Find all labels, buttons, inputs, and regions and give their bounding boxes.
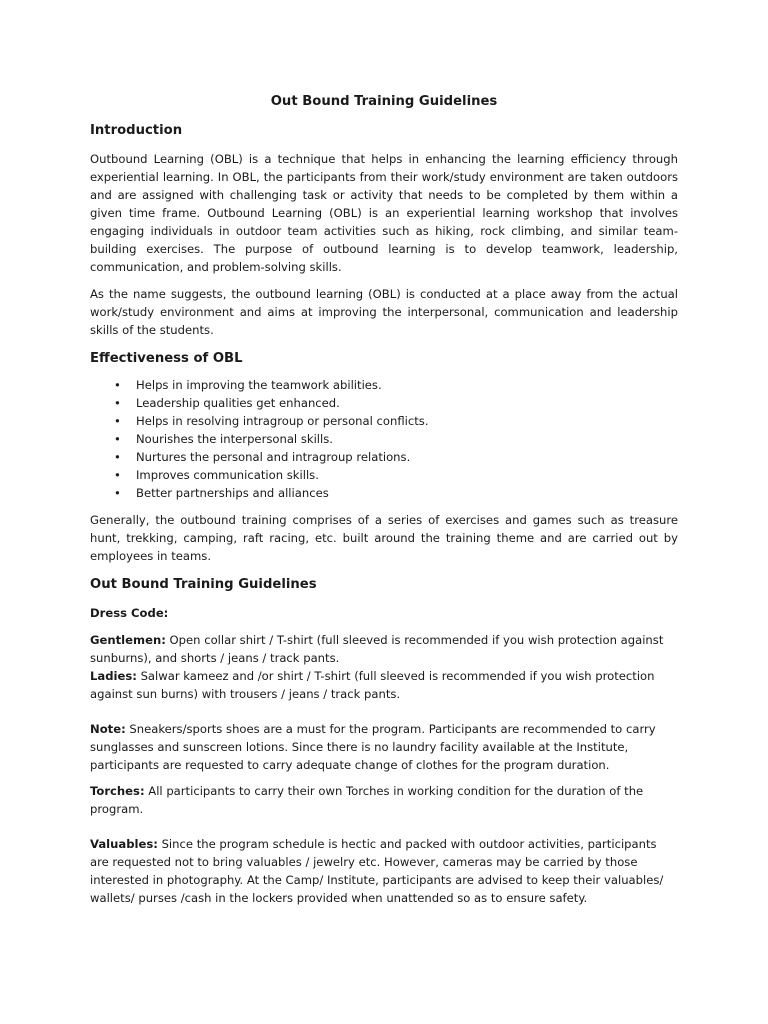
torches-paragraph bbox=[90, 782, 678, 818]
valuables-label: Valuables: bbox=[90, 837, 158, 851]
introduction-paragraph-2: As the name suggests, the outbound learning (OBL) is conducted at a place away from the actual work/study environment and aims at improving the interpersonal, communication and leadership skills of the students. bbox=[90, 287, 678, 337]
bullet-icon: • bbox=[114, 414, 121, 428]
list-item bbox=[90, 430, 678, 448]
torches-label: Torches: bbox=[90, 784, 145, 798]
valuables-paragraph bbox=[90, 835, 678, 907]
gentlemen-label: Gentlemen: bbox=[90, 633, 166, 647]
list-item bbox=[90, 394, 678, 412]
gentlemen-text: Open collar shirt / T-shirt (full sleeved is recommended if you wish protection against sunburns), and shorts / jeans / track pants. bbox=[90, 633, 664, 665]
bullet-icon: • bbox=[114, 450, 121, 464]
list-item-text: Better partnerships and alliances bbox=[136, 486, 329, 500]
list-item bbox=[90, 466, 678, 484]
list-item bbox=[90, 412, 678, 430]
list-item bbox=[90, 376, 678, 394]
effectiveness-heading: Effectiveness of OBL bbox=[90, 351, 243, 366]
introduction-heading: Introduction bbox=[90, 123, 183, 138]
ladies-paragraph bbox=[90, 667, 678, 703]
gentlemen-paragraph bbox=[90, 631, 678, 667]
bullet-icon: • bbox=[114, 378, 121, 392]
document-body bbox=[90, 92, 678, 907]
guidelines-heading: Out Bound Training Guidelines bbox=[90, 577, 317, 592]
ladies-label: Ladies: bbox=[90, 669, 137, 683]
bullet-icon: • bbox=[114, 396, 121, 410]
bullet-icon: • bbox=[114, 432, 121, 446]
list-item bbox=[90, 448, 678, 466]
note-label: Note: bbox=[90, 722, 126, 736]
ladies-text: Salwar kameez and /or shirt / T-shirt (full sleeved is recommended if you wish protection against sun burns) with trousers / jeans / track pants. bbox=[90, 669, 655, 701]
dress-code-label: Dress Code: bbox=[90, 606, 169, 620]
list-item-text: Helps in improving the teamwork abilities. bbox=[136, 378, 382, 392]
effectiveness-list bbox=[90, 376, 678, 502]
list-item-text: Nourishes the interpersonal skills. bbox=[136, 432, 333, 446]
list-item-text: Nurtures the personal and intragroup relations. bbox=[136, 450, 411, 464]
list-item-text: Improves communication skills. bbox=[136, 468, 319, 482]
bullet-icon: • bbox=[114, 468, 121, 482]
valuables-text: Since the program schedule is hectic and packed with outdoor activities, participants are requested not to bring valuables / jewelry etc. However, cameras may be carried by those interested in photography. At the Camp/ Institute, participants are advised to keep their valuables/ wallets/ purses /cash in the lockers provided when unattended so as to ensure safety. bbox=[90, 837, 664, 905]
list-item bbox=[90, 484, 678, 502]
note-paragraph bbox=[90, 720, 678, 774]
document-title: Out Bound Training Guidelines bbox=[270, 94, 498, 109]
list-item-text: Helps in resolving intragroup or personal conflicts. bbox=[136, 414, 429, 428]
torches-text: All participants to carry their own Torches in working condition for the duration of the program. bbox=[90, 784, 644, 816]
bullet-icon: • bbox=[114, 486, 121, 500]
effectiveness-paragraph: Generally, the outbound training comprises of a series of exercises and games such as treasure hunt, trekking, camping, raft racing, etc. built around the training theme and are carried out by employees in teams. bbox=[90, 513, 678, 563]
list-item-text: Leadership qualities get enhanced. bbox=[136, 396, 340, 410]
introduction-paragraph-1: Outbound Learning (OBL) is a technique that helps in enhancing the learning efficiency through experiential learning. In OBL, the participants from their work/study environment are taken outdoors and are assigned with challenging task or activity that needs to be completed by them within a given time frame. Outbound Learning (OBL) is an experiential learning workshop that involves engaging individuals in outdoor team activities such as hiking, rock climbing, and similar team-building exercises. The purpose of outbound learning is to develop teamwork, leadership, communication, and problem-solving skills. bbox=[90, 152, 678, 274]
note-text: Sneakers/sports shoes are a must for the program. Participants are recommended to carry sunglasses and sunscreen lotions. Since there is no laundry facility available at the Institute, participants are requested to carry adequate change of clothes for the program duration. bbox=[90, 722, 656, 772]
